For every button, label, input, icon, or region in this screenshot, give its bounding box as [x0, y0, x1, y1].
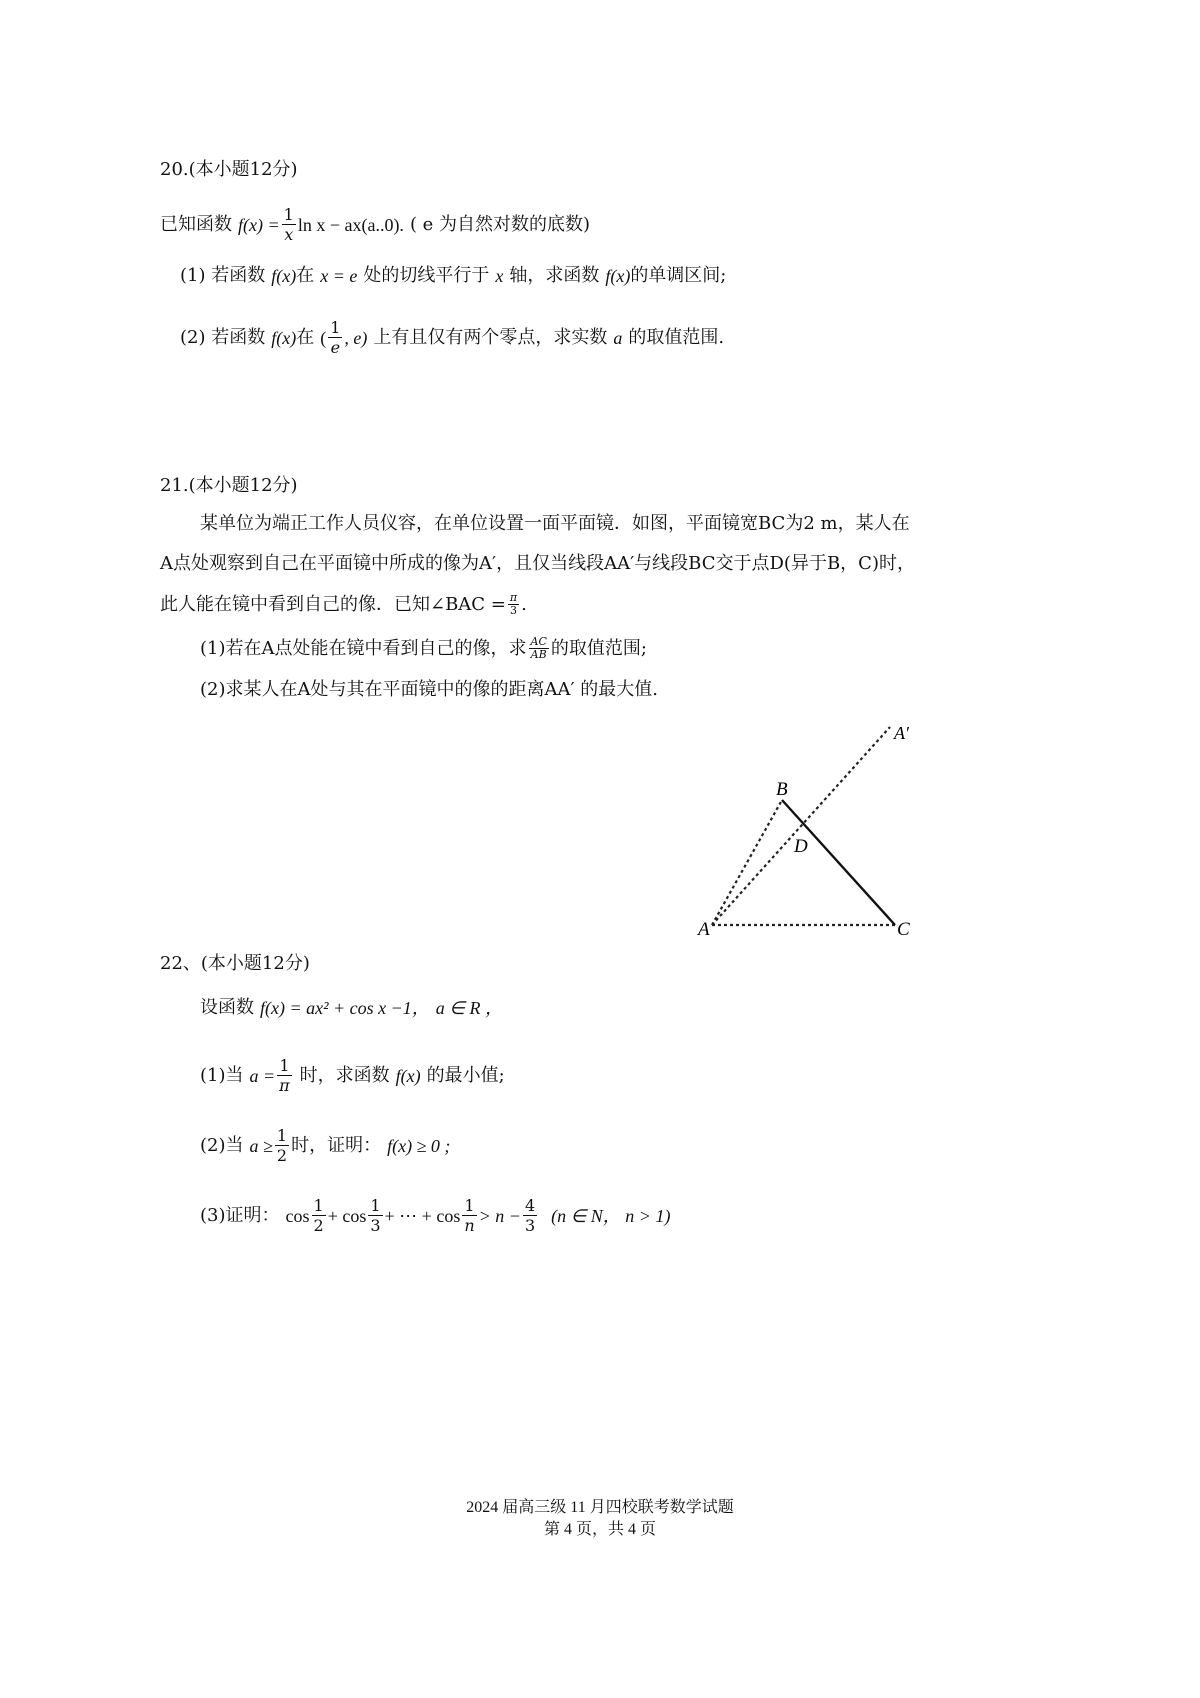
- q22-intro-math: f(x) = ax² + cos x −1，: [260, 998, 430, 1018]
- q22-p3-d3: n: [464, 1216, 475, 1235]
- q20-p1-mid: 处的切线平行于: [363, 265, 490, 286]
- label-a-prime: A′: [894, 723, 909, 743]
- q21-p1-prefix: (1)若在A点处能在镜中看到自己的像，求: [200, 637, 527, 659]
- q21-p1-fraction: [529, 636, 549, 661]
- label-d: D: [794, 836, 808, 857]
- q22-p3-frac1: [312, 1196, 326, 1235]
- q22-p3-d2: 3: [370, 1216, 381, 1235]
- q22-p3-n1: 1: [313, 1196, 324, 1215]
- q21-header: 21.(本小题12分): [160, 475, 298, 496]
- line-aa-prime-dashed: [712, 727, 890, 925]
- q22-p3-n3: 1: [464, 1196, 475, 1215]
- label-a: A: [698, 919, 710, 940]
- q22-p3-d1: 2: [313, 1216, 324, 1235]
- q21-line3-end: .: [521, 593, 527, 615]
- q20-header: 20.(本小题12分): [160, 159, 298, 180]
- q22-p3-dots: + ⋯ + cos: [384, 1205, 461, 1226]
- q20-p1-point: x = e: [320, 266, 358, 286]
- q22-p2-den: 2: [276, 1146, 288, 1165]
- q20-p2-label: (2) 若函数: [180, 326, 266, 348]
- q22-p3-plus1: + cos: [327, 1205, 367, 1226]
- q22-p3-n2: 1: [370, 1196, 381, 1215]
- q22-p2-mid: 时，证明：: [291, 1134, 382, 1156]
- q22-p3-frac2: [368, 1196, 382, 1235]
- q20-intro-frac-den: x: [284, 225, 294, 244]
- q21-line3-prefix: 此人能在镜中看到自己的像．已知∠BAC =: [160, 593, 506, 615]
- q20-intro-frac-num: 1: [283, 205, 294, 224]
- footer-title: 2024 届高三级 11 月四校联考数学试题: [466, 1499, 734, 1516]
- q20-part2: [180, 318, 724, 357]
- q20-p2-frac-num: 1: [330, 318, 341, 337]
- q22-p2-num: 1: [276, 1126, 288, 1145]
- q22-p3-gt: > n −: [478, 1205, 521, 1226]
- q21-p1-den: AB: [530, 648, 547, 661]
- q22-p2-fraction: [275, 1126, 289, 1165]
- q20-part1: [180, 264, 726, 288]
- q20-p1-at: 在: [296, 265, 315, 286]
- q20-p2-fraction: [328, 318, 342, 357]
- footer-page-number: 第 4 页，共 4 页: [543, 1521, 656, 1538]
- q22-intro-domain: a ∈ R ，: [435, 998, 503, 1018]
- q22-p1-func: f(x): [395, 1065, 421, 1086]
- q22-p3-cond: (n ∈ N， n > 1): [551, 1205, 671, 1226]
- q22-p1-fraction: [277, 1056, 292, 1095]
- q22-intro-prefix: 设函数: [200, 997, 254, 1018]
- label-c: C: [897, 919, 910, 940]
- line-ab-dashed: [712, 800, 782, 925]
- q20-intro-rest: ln x − ax(a..0).: [297, 214, 404, 235]
- q22-p1-mid: 时，求函数: [299, 1064, 390, 1086]
- q22-intro: [200, 996, 503, 1020]
- q20-intro-func: f(x) =: [238, 214, 280, 235]
- q22-p3-d4: 3: [524, 1216, 536, 1235]
- q22-p3-frac3: [462, 1196, 476, 1235]
- q22-part3: [200, 1196, 670, 1235]
- q22-p1-den: π: [279, 1076, 290, 1095]
- q21-part1: [200, 636, 647, 661]
- q21-angle-den: 3: [510, 604, 517, 617]
- q20-intro: [160, 205, 590, 244]
- q20-p2-mid: 上有且仅有两个零点，求实数: [373, 326, 608, 348]
- q21-p1-num: AC: [530, 635, 547, 648]
- q20-p1-end: 的单调区间;: [630, 265, 727, 286]
- q20-p1-func2: f(x): [605, 266, 631, 286]
- label-b: B: [776, 779, 788, 800]
- q20-p2-end: 的取值范围.: [628, 326, 725, 348]
- q20-p2-var: a: [613, 327, 623, 348]
- q21-angle-fraction: [508, 592, 519, 617]
- q22-p1-a: a =: [249, 1065, 276, 1086]
- q22-p3-cos1: cos: [285, 1205, 310, 1226]
- q22-p3-n4: 4: [524, 1196, 536, 1215]
- q20-p2-open: (: [320, 327, 327, 348]
- q21-line1: 某单位为端正工作人员仪容，在单位设置一面平面镜．如图，平面镜宽BC为2 m，某人在: [200, 513, 910, 534]
- q20-p1-func: f(x): [271, 266, 297, 286]
- q22-p2-prefix: (2)当: [200, 1134, 244, 1156]
- q22-p1-num: 1: [279, 1056, 290, 1075]
- q20-intro-prefix: 已知函数: [160, 213, 232, 235]
- q21-angle-num: π: [509, 591, 518, 604]
- q22-p2-math: f(x) ≥ 0 ;: [387, 1135, 451, 1156]
- q20-p2-frac-den: e: [330, 338, 341, 357]
- q22-p1-end: 的最小值;: [426, 1064, 505, 1086]
- q20-p2-at: 在: [296, 326, 315, 348]
- q21-line3: [160, 592, 527, 617]
- q20-intro-note: ( e 为自然对数的底数): [409, 213, 591, 235]
- q21-p1-end: 的取值范围;: [550, 637, 647, 659]
- q21-line2: A点处观察到自己在平面镜中所成的像为A′，且仅当线段AA′与线段BC交于点D(异于B，C)时，: [160, 553, 915, 574]
- q22-p2-a: a ≥: [249, 1135, 273, 1156]
- q22-p3-frac4: [523, 1196, 537, 1235]
- q21-part2: (2)求某人在A处与其在平面镜中的像的距离AA′ 的最大值.: [200, 679, 659, 700]
- q22-header: 22、(本小题12分): [160, 953, 310, 974]
- q22-part2: [200, 1126, 450, 1165]
- q21-mirror-figure: [690, 715, 930, 945]
- q20-p2-close: , e): [344, 327, 368, 348]
- q20-p1-tail: 轴，求函数: [509, 265, 600, 286]
- q22-part1: [200, 1056, 505, 1095]
- q22-p1-prefix: (1)当: [200, 1064, 244, 1086]
- q20-p2-func: f(x): [271, 327, 297, 348]
- q22-p3-prefix: (3)证明：: [200, 1204, 280, 1226]
- q20-p1-axis: x: [495, 266, 504, 286]
- mirror-bc-line: [782, 800, 895, 925]
- q20-p1-label: (1) 若函数: [180, 265, 266, 286]
- q20-intro-fraction: [282, 205, 296, 244]
